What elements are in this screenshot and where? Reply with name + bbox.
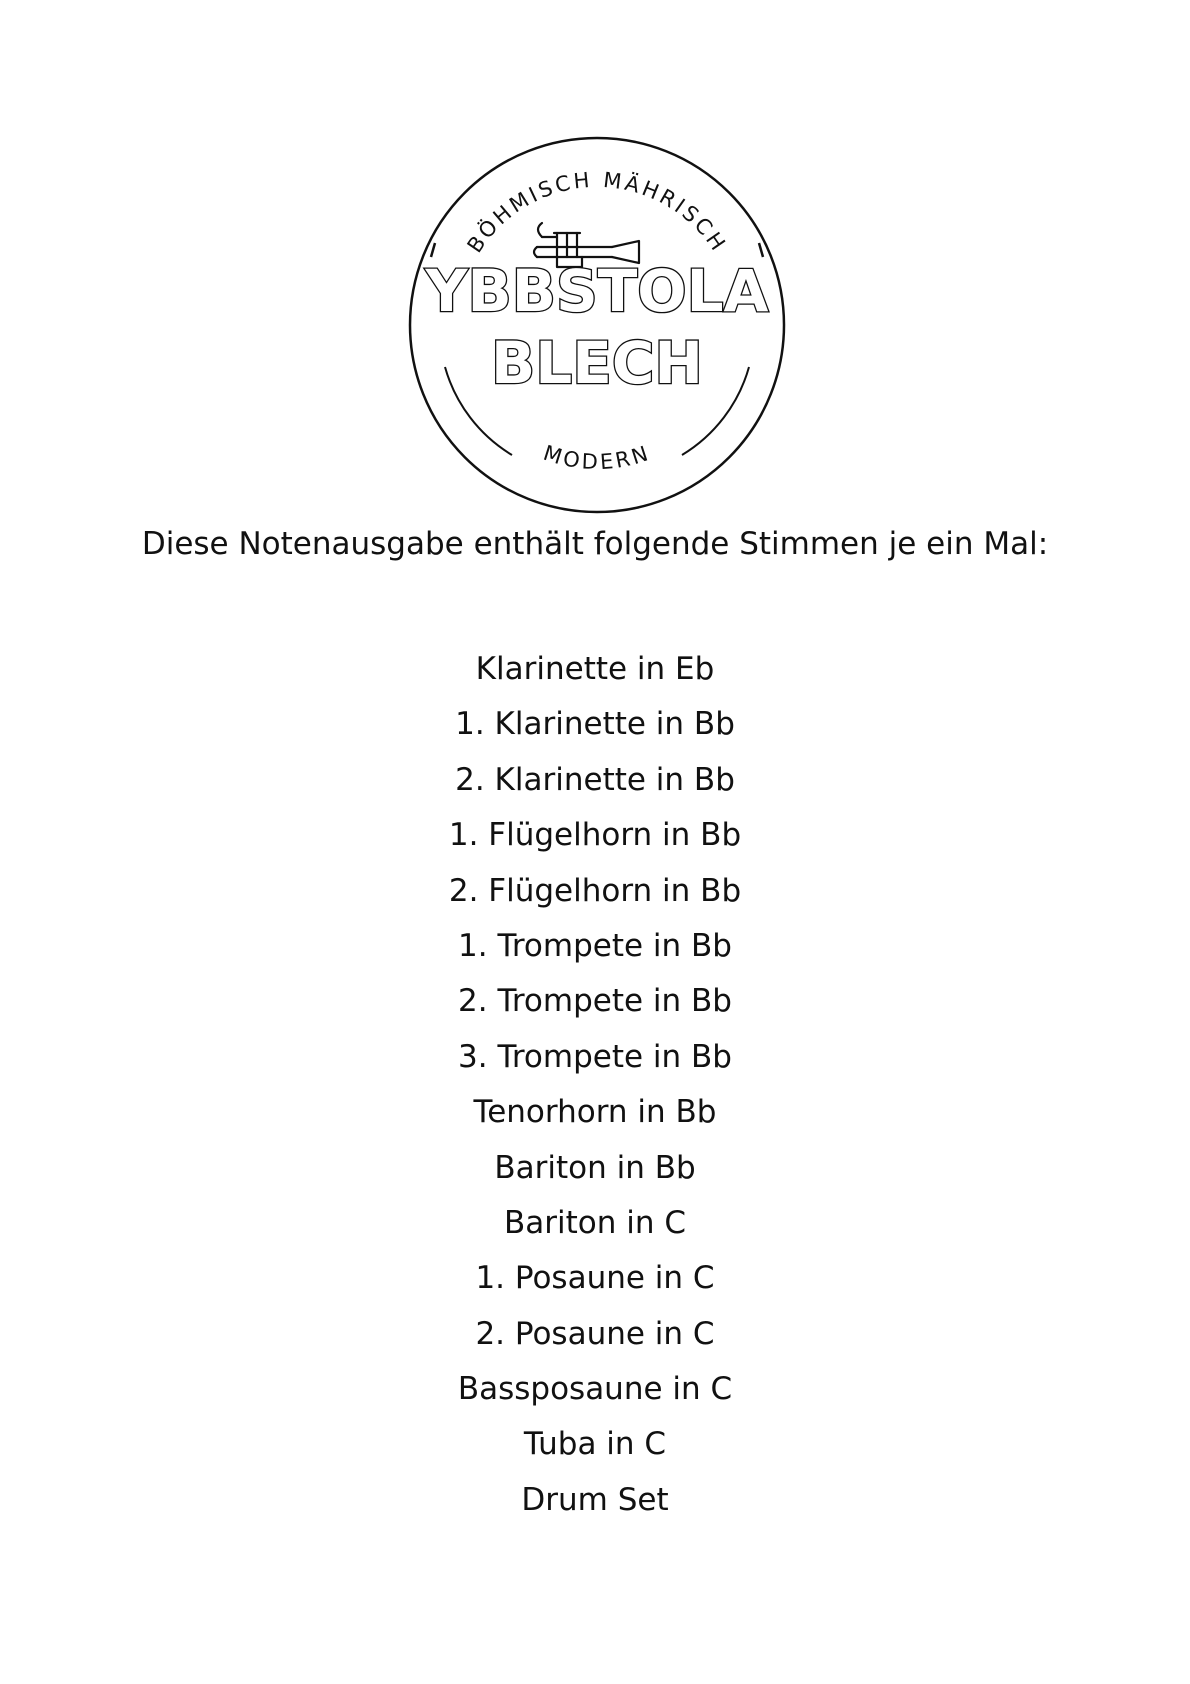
parts-list — [0, 647, 1190, 1533]
seal-title-line2: BLECH — [491, 329, 703, 397]
part-item: 2. Posaune in C — [475, 1315, 715, 1352]
part-item: Bassposaune in C — [457, 1371, 733, 1408]
part-item: Drum Set — [521, 1481, 669, 1518]
part-item: 1. Klarinette in Bb — [455, 706, 735, 743]
part-item: 1. Trompete in Bb — [458, 927, 732, 964]
part-item: Tenorhorn in Bb — [473, 1094, 717, 1131]
part-item: 1. Flügelhorn in Bb — [448, 817, 742, 854]
part-item: 3. Trompete in Bb — [458, 1038, 732, 1075]
part-item: 2. Klarinette in Bb — [455, 761, 735, 798]
part-item: Bariton in Bb — [494, 1149, 696, 1186]
part-item: 2. Trompete in Bb — [458, 983, 732, 1020]
seal-arc-bottom-text — [540, 441, 653, 474]
logo-seal-graphic — [407, 135, 787, 515]
seal-dash-left — [431, 243, 435, 257]
part-item: 1. Posaune in C — [475, 1260, 715, 1297]
intro-text: Diese Notenausgabe enthält folgende Stimmen je ein Mal: — [141, 526, 1049, 562]
seal-arc-top-path: BÖHMISCH MÄHRISCH — [462, 167, 732, 258]
logo-seal — [407, 135, 787, 515]
part-item: Bariton in C — [503, 1204, 686, 1241]
part-item: Klarinette in Eb — [475, 651, 715, 687]
seal-arc-top-text — [463, 168, 732, 257]
part-item: 2. Flügelhorn in Bb — [448, 872, 742, 909]
part-item: Tuba in C — [523, 1426, 667, 1463]
seal-arc-bottom-path: MODERN — [540, 440, 654, 475]
seal-dash-right — [759, 243, 763, 257]
seal-title-line1: YBBSTOLA — [425, 257, 769, 325]
